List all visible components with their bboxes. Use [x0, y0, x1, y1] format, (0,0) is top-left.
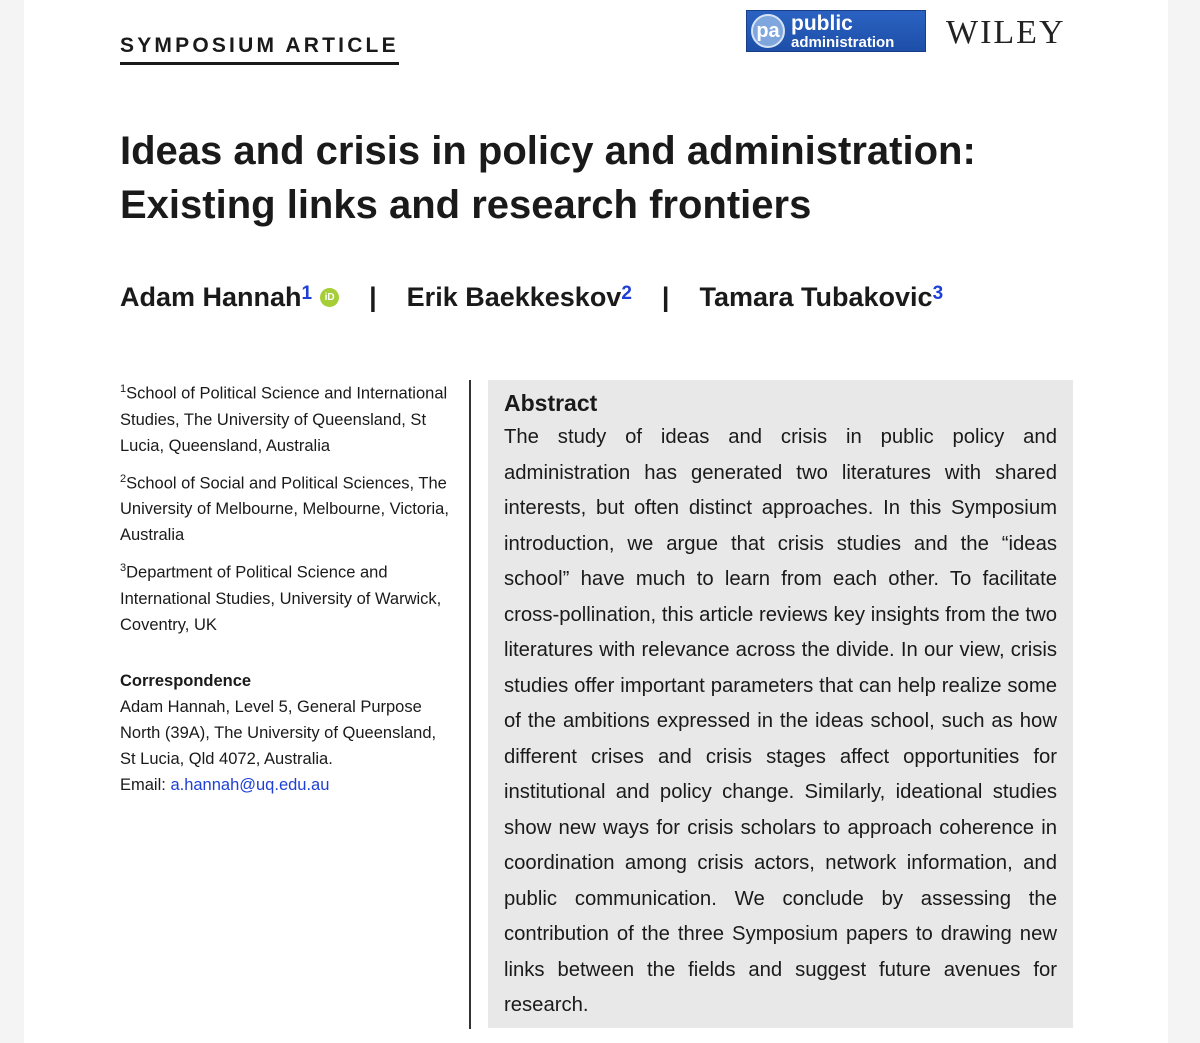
abstract-heading: Abstract: [504, 390, 598, 416]
affiliation-item: $^1$School of Political Science and International Studies, The University of Queensland, St Lucia, Queensland, Australia: [120, 383, 448, 455]
sidebar-info: [120, 376, 450, 798]
journal-logo-badge: pa: [751, 14, 785, 48]
author-name[interactable]: Adam Hannah: [120, 282, 302, 312]
author-name[interactable]: Tamara Tubakovic: [699, 282, 933, 312]
article-title: Ideas and crisis in policy and administration: Existing links and research frontiers: [120, 129, 976, 227]
section-label: SYMPOSIUM ARTICLE: [120, 34, 399, 65]
abstract-body: The study of ideas and crisis in public policy and administration has generated two literatures with shared interests, but often distinct approaches. In this Symposium introduction, we argue that crisis studies and the “ideas school” have much to learn from each other. To facilitate cross-pollination, this article reviews key insights from the two literatures with relevance across the divide. In our view, crisis studies offer important parameters that can help realize some of the ambitions expressed in the ideas school, such as how different crises and crisis stages affect opportunities for institutional and policy change. Similarly, ideational studies show new ways for crisis scholars to approach coherence in coordination among crisis actors, network information, and public communication. We conclude by assessing the contribution of the three Symposium papers to drawing new links between the fields and suggest future avenues for research.: [504, 426, 1057, 1016]
affiliation-item: $^3$Department of Political Science and International Studies, University of Warwick, Coventry, UK: [120, 562, 442, 634]
correspondence-email-line: Email: a.hannah@uq.edu.au: [120, 775, 330, 794]
email-link[interactable]: a.hannah@uq.edu.au: [170, 775, 330, 794]
abstract-box: [488, 380, 1073, 1028]
author-separator: |: [369, 282, 377, 312]
author-name[interactable]: Erik Baekkeskov: [406, 282, 622, 312]
orcid-icon[interactable]: iD: [320, 288, 339, 307]
correspondence-address: Adam Hannah, Level 5, General Purpose North (39A), The University of Queensland, St Lucia, Qld 4072, Australia.: [120, 697, 437, 768]
author-list: [120, 282, 943, 313]
correspondence-heading: Correspondence: [120, 671, 252, 690]
journal-logo-line2: administration: [791, 33, 895, 51]
article-page: [24, 0, 1168, 1043]
author-separator: |: [661, 282, 670, 312]
affiliation-marker[interactable]: 1: [301, 282, 313, 304]
affiliation-marker[interactable]: 2: [621, 282, 632, 304]
affiliation-marker[interactable]: 3: [932, 282, 944, 304]
journal-logo: [746, 10, 926, 52]
journal-logo-line1: public: [791, 11, 853, 35]
column-divider: [469, 380, 471, 1029]
publisher-logo: WILEY: [946, 14, 1066, 51]
affiliation-item: $^2$School of Social and Political Sciences, The University of Melbourne, Melbourne, Victoria, Australia: [120, 472, 449, 544]
